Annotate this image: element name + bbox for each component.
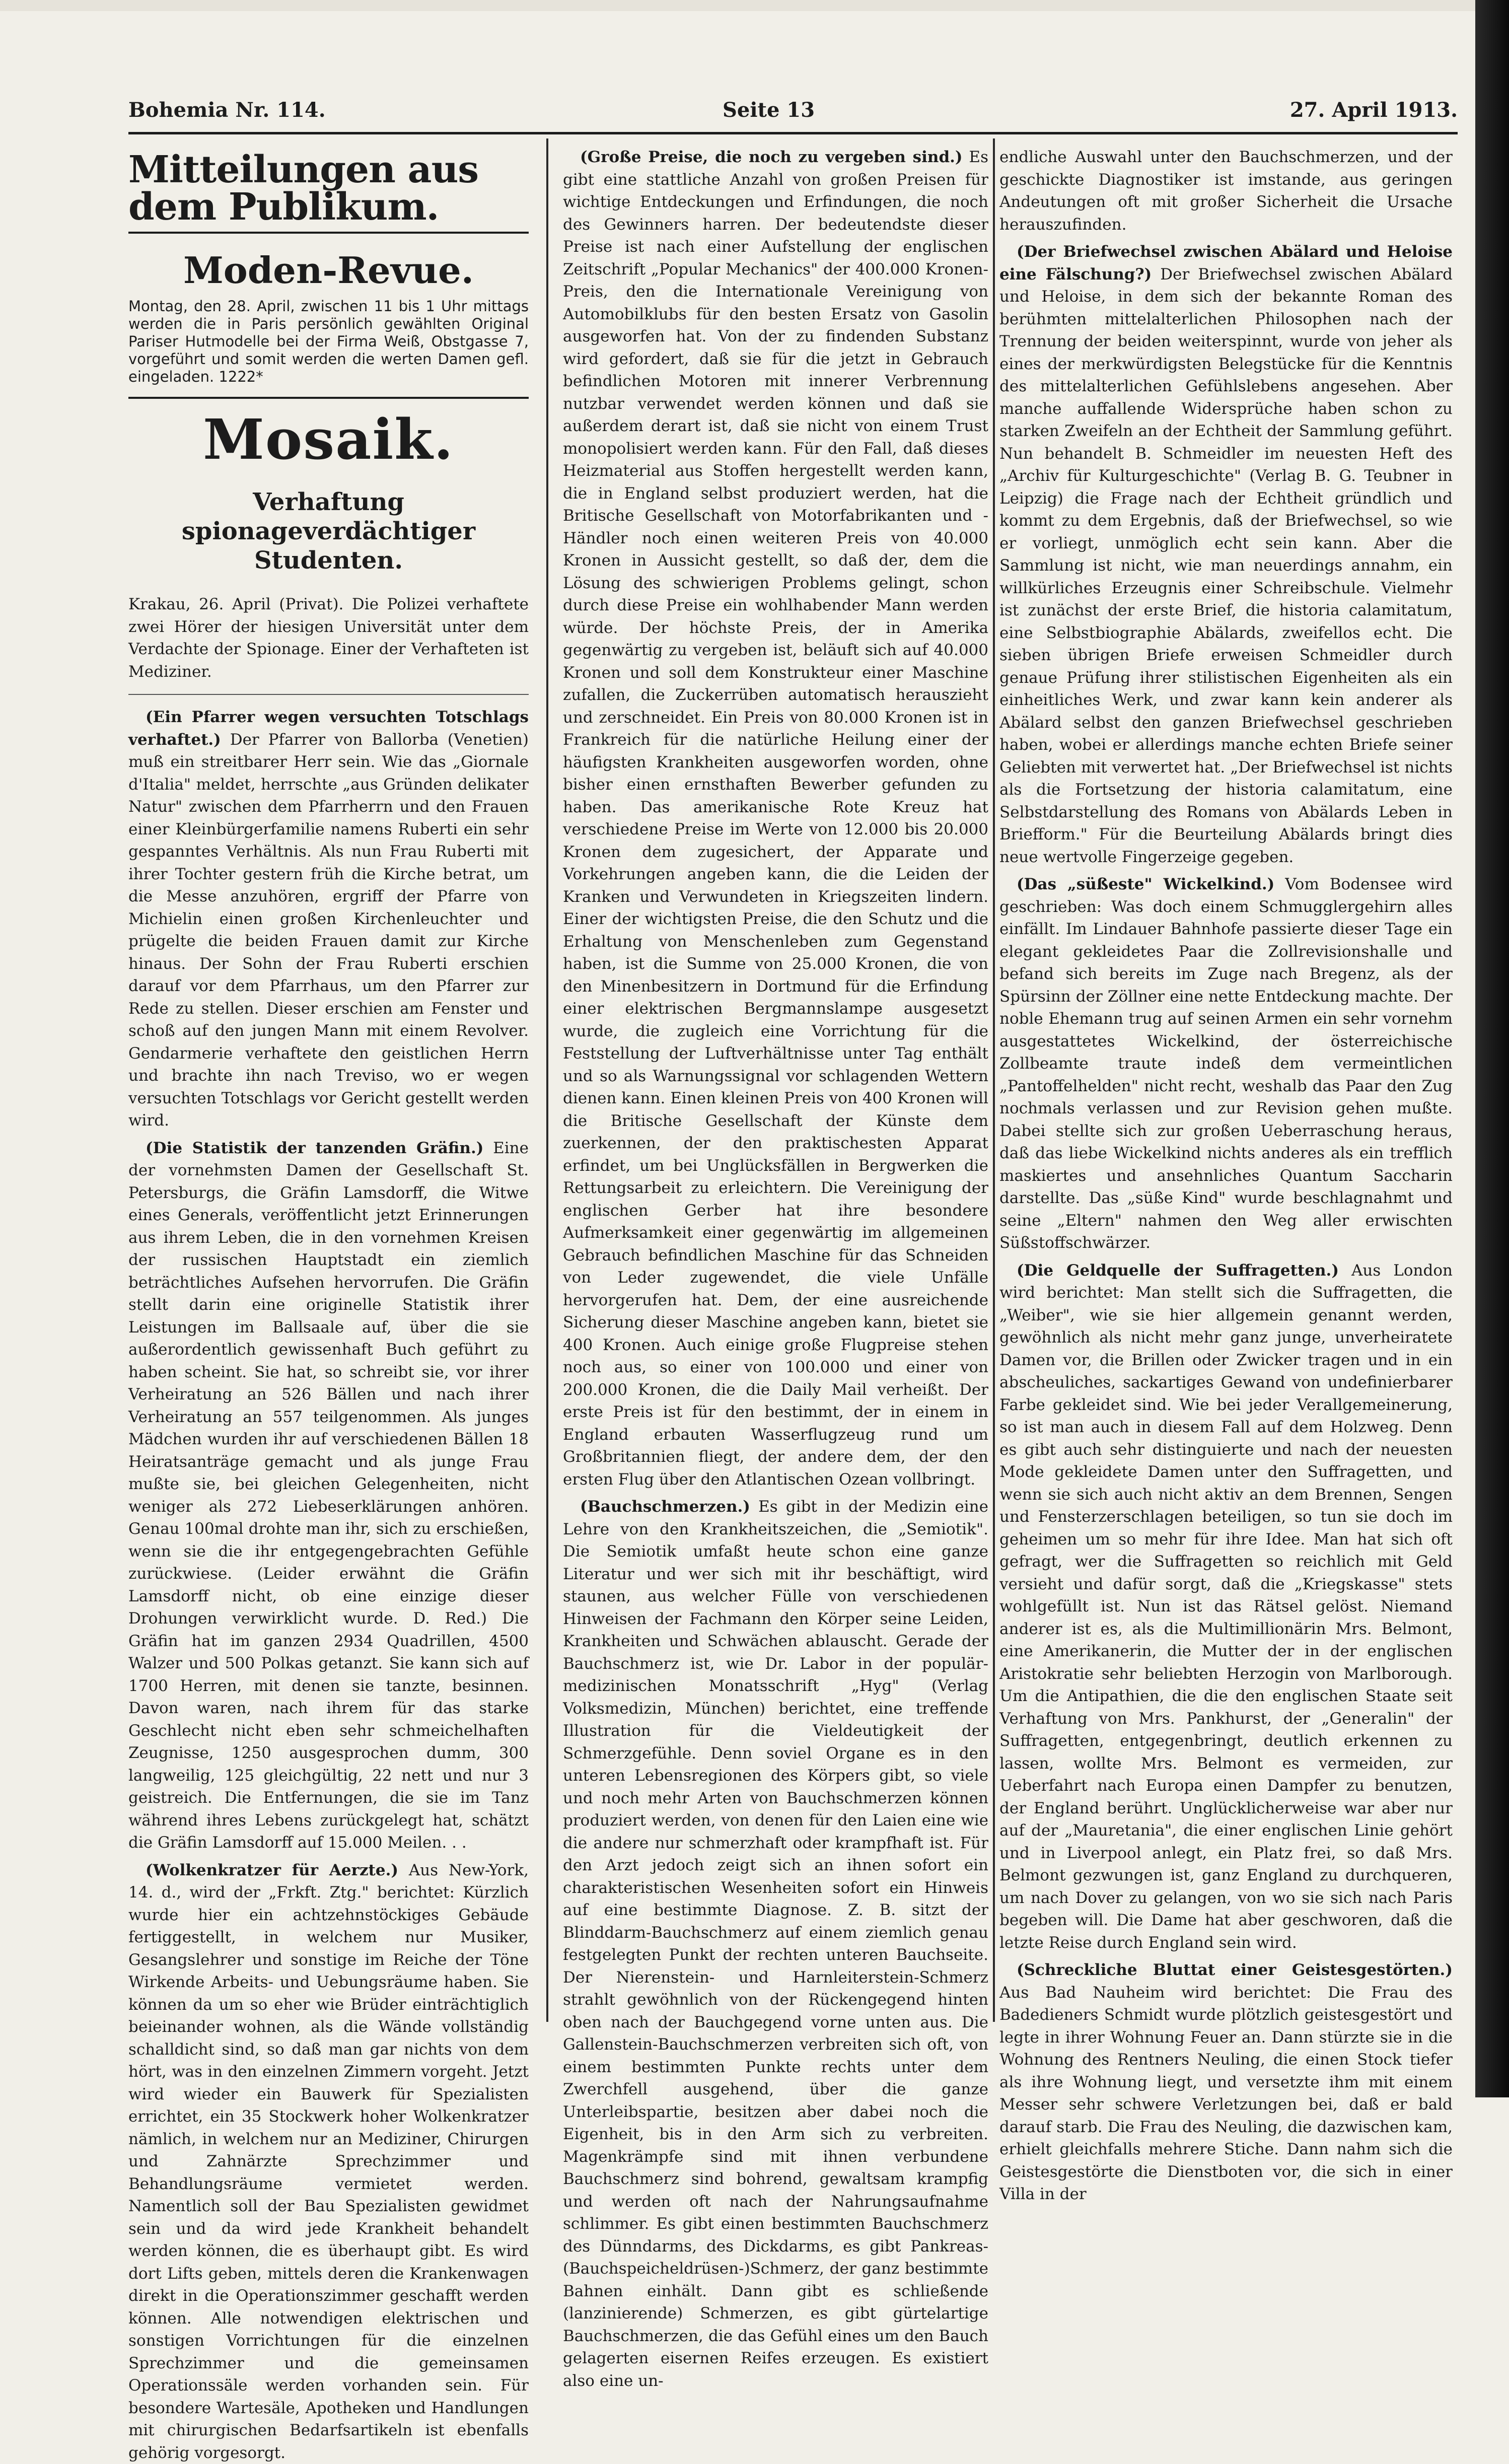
article-paragraph [128,706,529,1132]
article-body: Aus Bad Nauheim wird berichtet: Die Frau des Badedieners Schmidt wurde plötzlich geistesgestört und legte in ihrer Wohnung Feuer an. Dann stürzte sie in die Wohnung des Rentners Neuling, die einen Stock tiefer als ihre Wohnung liegt, und versetzte ihm mit einem Messer sehr schwere Verletzungen bei, daß er bald darauf starb. Die Frau des Neuling, die dazwischen kam, erhielt gleichfalls mehrere Stiche. Dann nahm sich die Geistesgestörte die Dienstboten vor, die sich in einer Villa in der [999,1984,1453,2204]
article-paragraph [999,873,1453,1254]
article-paragraph [128,1137,529,1854]
ad-divider [128,397,529,399]
article-lead: (Bauchschmerzen.) [580,1498,750,1516]
section-title: Mitteilungen aus dem Publikum. [128,151,529,234]
article-lead: (Die Geldquelle der Suffragetten.) [1017,1261,1339,1280]
article-body: Es gibt in der Medizin eine Lehre von den Krankheitszeichen, die „Semiotik". Die Semiotik umfaßt heute schon eine ganze Literatur und wer sich mit ihr beschäftigt, wird staunen, aus welcher Fülle von verschiedenen Hinweisen der Fachmann den Körper seine Leiden, Krankheiten und Schwächen ablauscht. Gerade der Bauchschmerz ist, wie Dr. Labor in der populär-medizinischen Monatsschrift „Hyg" (Verlag Volksmedizin, München) berichtet, eine treffende Illustration für die Vieldeutigkeit der Schmerzgefühle. Denn soviel Organe es in den unteren Lebensregionen des Körpers gibt, so viele und noch mehr Arten von Bauchschmerzen können produziert werden, von denen für den Laien eine wie die andere nur schmerzhaft oder krampfhaft ist. Für den Arzt jedoch zeigt sich an ihnen sofort ein charakteristischen Wesenheiten sofort ein Hinweis auf eine bestimmte Diagnose. Z. B. sitzt der Blinddarm-Bauchschmerz auf einem ziemlich genau festgelegten Punkt der rechten unteren Bauchseite. Der Nierenstein- und Harnleiterstein-Schmerz strahlt gewöhnlich von der Rückengegend hinten oben nach der Bauchgegend vorne unten aus. Die Gallenstein-Bauchschmerzen verbreiten sich oft, von einem bestimmten Punkte rechts unter dem Zwerchfell ausgehend, über die ganze Unterleibspartie, besitzen aber dabei noch die Eigenheit, bis in den Arm sich zu verbreiten. Magenkrämpfe sind mit ihnen verbundene Bauchschmerz sind bohrend, gewaltsam krampfig und werden oft nach der Nahrungsaufnahme schlimmer. Es gibt einen bestimmten Bauchschmerz des Dünndarms, des Dickdarms, es gibt Pankreas- (Bauchspeicheldrüsen-)Schmerz, der ganz bestimmte Bahnen einhält. Dann gibt es schließende (lanzinierende) Schmerzen, es gibt gürtelartige Bauchschmerzen, die das Gefühl eines um den Bauch gelagerten eisernen Reifes erzeugen. Es existiert also eine un- [563,1498,988,2390]
ad-text: Montag, den 28. April, zwischen 11 bis 1 Uhr mittags werden die in Paris persönlich gewählten Original Pariser Hutmodelle bei der Firma Weiß, Obstgasse 7, vorgeführt und somit werden die werten Damen gefl. eingeladen. 1222* [128,298,529,386]
header-issue: Bohemia Nr. 114. [128,98,326,122]
column-divider-2 [993,138,995,2022]
mosaik-heading: Mosaik. [128,412,529,467]
article-paragraph: endliche Auswahl unter den Bauchschmerzen, und der geschickte Diagnostiker ist imstande, aus geringen Andeutungen oft mit großer Sicherheit die Ursache herauszufinden. [999,146,1453,236]
article-paragraph [128,1859,529,2464]
article-lead: (Wolkenkratzer für Aerzte.) [146,1861,398,1879]
article-lead: (Das „süßeste" Wickelkind.) [1017,875,1274,893]
article-body: Der Pfarrer von Ballorba (Venetien) muß ein streitbarer Herr sein. Wie das „Giornale d'Italia" meldet, herrschte „aus Gründen delikater Natur" zwischen dem Pfarrherrn und den Frauen einer Kleinbürgerfamilie namens Ruberti ein sehr gespanntes Verhältnis. Als nun Frau Ruberti mit ihrer Tochter gestern früh die Kirche betrat, um die Messe anzuhören, ergriff der Pfarre von Michielin einen großen Kirchenleuchter und prügelte die beiden Frauen damit zur Kirche hinaus. Der Sohn der Frau Ruberti erschien darauf vor dem Pfarrhaus, um den Pfarrer zur Rede zu stellen. Dieser erschien am Fenster und schoß auf den jungen Mann mit einem Revolver. Gendarmerie verhaftete den geistlichen Herrn und brachte ihn nach Treviso, wo er wegen versuchten Totschlags vor Gericht gestellt werden wird. [128,731,529,1130]
article-lead: (Ein Pfarrer wegen versuchten Totschlags verhaftet.) [128,708,529,749]
page-header [128,98,1458,133]
article-paragraph [999,1259,1453,1954]
article-body: Eine der vornehmsten Damen der Gesellschaft St. Petersburgs, die Gräfin Lamsdorff, die Witwe eines Generals, veröffentlicht jetzt Erinnerungen aus ihrem Leben, die in den vornehmen Kreisen der russischen Hauptstadt ein ziemlich beträchtliches Aufsehen hervorrufen. Die Gräfin stellt darin eine originelle Statistik ihrer Leistungen im Ballsaale auf, über die sie außerordentlich gewissenhaft Buch geführt zu haben scheint. Sie hat, so schreibt sie, vor ihrer Verheiratung an 526 Bällen und nach ihrer Verheiratung an 557 teilgenommen. Als junges Mädchen wurden ihr auf verschiedenen Bällen 18 Heiratsanträge gemacht und als junge Frau mußte sie, bei gleichen Gelegenheiten, nicht weniger als 272 Liebeserklärungen anhören. Genau 100mal drohte man ihr, sich zu erschießen, wenn sie die ihr entgegengebrachten Gefühle zurückwiese. (Leider erwähnt die Gräfin Lamsdorff nicht, ob eine einzige dieser Drohungen verwirklicht wurde. D. Red.) Die Gräfin hat im ganzen 2934 Quadrillen, 4500 Walzer und 500 Polkas getanzt. Sie kann sich auf 1700 Herren, mit denen sie tanzte, besinnen. Davon waren, nach ihrem für das starke Geschlecht nicht eben sehr schmeichelhaften Zeugnisse, 1250 ausgesprochen dumm, 300 langweilig, 125 gleichgültig, 22 nett und nur 3 geistreich. Die Entfernungen, die sie im Tanz während ihres Lebens zurückgelegt hat, schätzt die Gräfin Lamsdorff auf 15.000 Meilen. . . [128,1139,529,1852]
column-1 [128,146,529,2019]
header-date: 27. April 1913. [1290,98,1458,122]
article-lead: (Die Statistik der tanzenden Gräfin.) [146,1139,483,1157]
article-lead: (Schreckliche Bluttat einer Geistesgestörten.) [1017,1961,1453,1979]
header-rule [128,132,1458,134]
article-body: Aus New-York, 14. d., wird der „Frkft. Ztg." berichtet: Kürzlich wurde hier ein achtzehnstöckiges Gebäude fertiggestellt, in welchem nur Musiker, Gesangslehrer und sonstige im Reiche der Töne Wirkende Arbeits- und Uebungsräume haben. Sie können da um so eher wie Brüder einträchtiglich beieinander wohnen, als die Wände vollständig schalldicht sind, so daß man gar nichts von dem hört, was in den einzelnen Zimmern vorgeht. Jetzt wird wieder ein Bauwerk für Spezialisten errichtet, ein 35 Stockwerk hoher Wolkenkratzer nämlich, in welchem nur an Mediziner, Chirurgen und Zahnärzte Sprechzimmer und Behandlungsräume vermietet werden. Namentlich soll der Bau Spezialisten gewidmet sein und da wird jede Krankheit behandelt werden können, die es überhaupt gibt. Es wird dort Lifts geben, mittels deren die Krankenwagen direkt in die Operationszimmer geschafft werden können. Alle notwendigen elektrischen und sonstigen Vorrichtungen für die einzelnen Sprechzimmer und die gemeinsamen Operationssäle werden vorhanden sein. Für besondere Wartesäle, Apotheken und Handlungen mit chirurgischen Bedarfsartikeln ist ebenfalls gehörig vorgesorgt. [128,1861,529,2462]
column-3 [999,146,1453,2019]
article-headline: Verhaftung spionageverdächtiger Studenten. [128,487,529,575]
article-divider [128,694,529,695]
article-body: Der Briefwechsel zwischen Abälard und Heloise, in dem sich der bekannte Roman des berühmten mittelalterlichen Philosophen nach der Trennung der beiden weiterspinnt, wurde von jeher als eines der merkwürdigsten Belegstücke für die Kenntnis des mittelalterlichen Gefühlslebens angesehen. Aber manche auffallende Widersprüche haben schon zu starken Zweifeln an der Echtheit der Sammlung geführt. Nun behandelt B. Schmeidler im neuesten Heft des „Archiv für Kulturgeschichte" (Verlag B. G. Teubner in Leipzig) die Frage nach der Echtheit gründlich und kommt zu dem Ergebnis, daß der Briefwechsel, so wie er vorliegt, unmöglich echt sein kann. Aber die Sammlung ist nicht, wie man neuerdings annahm, ein willkürliches Erzeugnis einer Schreibschule. Vielmehr ist zunächst der erste Brief, die historia calamitatum, eine Selbstbiographie Abälards, zweifellos echt. Die sieben übrigen Briefe erweisen Schmeidler durch genaue Prüfung ihrer stilistischen Eigenheiten als ein einheitliches Werk, und zwar kann kein anderer als Abälard selbst den ganzen Briefwechsel geschrieben haben, wobei er allerdings manche echten Briefe seiner Geliebten mit verwertet hat. „Der Briefwechsel ist nichts als die Fortsetzung der historia calamitatum, eine Selbstdarstellung des Romans von Abälards Leben in Briefform." Für die Beurteilung Abälards bringt dies neue wertvolle Fingerzeige gegeben. [999,265,1453,866]
article-paragraph [999,1959,1453,2206]
page-top-edge [0,0,1509,11]
article-paragraph [563,146,988,1491]
column-2 [563,146,988,2019]
column-divider-1 [546,138,548,2022]
article-paragraph: Krakau, 26. April (Privat). Die Polizei verhaftete zwei Hörer der hiesigen Universität unter dem Verdachte der Spionage. Einer der Verhafteten ist Mediziner. [128,593,529,683]
article-paragraph [999,241,1453,868]
ad-title: Moden-Revue. [128,249,529,292]
article-body: Es gibt eine stattliche Anzahl von großen Preisen für wichtige Entdeckungen und Erfindungen, die noch des Gewinners harren. Der bedeutendste dieser Preise ist nach einer Aufstellung der englischen Zeitschrift „Popular Mechanics" der 400.000 Kronen-Preis, den die Internationale Vereinigung von Automobilklubs für den besten Ersatz von Gasolin ausgeworfen hat. Von der zu findenden Substanz wird gefordert, daß sie für die jetzt in Gebrauch befindlichen Motoren mit innerer Verbrennung nutzbar verwendet werden können und daß sie außerdem derart ist, daß sie nicht von einem Trust monopolisiert werden kann. Für den Fall, daß dieses Heizmaterial aus Stoffen hergestellt werden kann, die in England selbst produziert werden, hat die Britische Gesellschaft von Motorfabrikanten und -Händler noch einen weiteren Preis von 40.000 Kronen in Aussicht gestellt, so daß der, dem die Lösung des schwierigen Problems gelingt, schon durch diese Preise ein wohlhabender Mann werden würde. Der höchste Preis, der in Amerika gegenwärtig zu vergeben ist, beläuft sich auf 40.000 Kronen und soll dem Konstrukteur einer Maschine zufallen, die Zuckerrüben automatisch herauszieht und zerschneidet. Ein Preis von 80.000 Kronen ist in Frankreich für die natürliche Heilung einer der häufigsten Krankheiten ausgeworfen worden, ohne bisher einen ernsthaften Bewerber gefunden zu haben. Das amerikanische Rote Kreuz hat verschiedene Preise im Werte von 12.000 bis 20.000 Kronen dem zugesichert, der Apparate und Vorkehrungen angeben kann, die die Leiden der Kranken und Verwundeten in Kriegszeiten lindern. Einer der wichtigsten Preise, die den Schutz und die Erhaltung von Menschenleben zum Gegenstand haben, ist die Summe von 25.000 Kronen, die von den Minenbesitzern in Dortmund für die Erfindung einer elektrischen Bergmannslampe ausgesetzt wurde, die zugleich eine Vorrichtung für die Feststellung der Luftverhältnisse unter Tag enthält und so als Warnungssignal vor schlagenden Wettern dienen kann. Einen kleinen Preis von 400 Kronen will die Britische Gesellschaft der Künste dem zuerkennen, der den praktischesten Apparat erfindet, um bei Unglücksfällen in Bergwerken die Rettungsarbeit zu erleichtern. Die Vereinigung der englischen Gerber hat ihre besondere Aufmerksamkeit einer gegenwärtig im allgemeinen Gebrauch befindlichen Maschine für das Schneiden von Leder zugewendet, die viele Unfälle hervorgerufen hat. Dem, der eine ausreichende Sicherung dieser Maschine angeben kann, bietet sie 400 Kronen. Auch einige große Flugpreise stehen noch aus, so einer von 100.000 und einer von 200.000 Kronen, die die Daily Mail verheißt. Der erste Preis ist für den bestimmt, der in einem in England erbauten Wasserflugzeug rund um Großbritannien fliegt, der andere dem, der den ersten Flug über den Atlantischen Ozean vollbringt. [563,148,988,1489]
article-lead: (Der Briefwechsel zwischen Abälard und Heloise eine Fälschung?) [999,243,1453,284]
article-body: Aus London wird berichtet: Man stellt sich die Suffragetten, die „Weiber", wie sie hier allgemein genannt werden, gewöhnlich als nicht mehr ganz junge, unverheiratete Damen vor, die Brillen oder Zwicker tragen und in ein abscheuliches, sackartiges Gewand von undefinierbarer Farbe gekleidet sind. Wie bei jeder Verallgemeinerung, so ist man auch in diesem Fall auf dem Holzweg. Denn es gibt auch sehr distinguierte und nach der neuesten Mode gekleidete Damen unter den Suffragetten, und wenn sie sich auch nicht aktiv an dem Brennen, Sengen und Fensterzerschlagen beteiligen, so tun sie doch im geheimen um so mehr für ihre Idee. Man hat sich oft gefragt, wer die Suffragetten so reichlich mit Geld versieht und dafür sorgt, daß die „Kriegskasse" stets wohlgefüllt ist. Nun ist das Rätsel gelöst. Niemand anderer ist es, als die Multimillionärin Mrs. Belmont, eine Amerikanerin, die Mutter der in der englischen Aristokratie sehr beliebten Herzogin von Marlborough. Um die Antipathien, die die den englischen Staate seit Verhaftung von Mrs. Pankhurst, der „Generalin" der Suffragetten, entgegenbringt, deutlich erkennen zu lassen, wollte Mrs. Belmont es vermeiden, zur Ueberfahrt nach Europa einen Dampfer zu benutzen, der England berührt. Unglücklicherweise war aber nur auf der „Mauretania", die einer englischen Linie gehört und in Liverpool anlegt, ein Platz frei, so daß Mrs. Belmont gezwungen ist, ganz England zu durchqueren, um nach Dover zu gelangen, von wo sie sich nach Paris begeben will. Die Dame hat aber geschworen, daß die letzte Reise durch England sein wird. [999,1261,1453,1952]
header-page: Seite 13 [723,98,815,122]
scan-border [1475,0,1509,2097]
article-body: Vom Bodensee wird geschrieben: Was doch einem Schmugglergehirn alles einfällt. Im Lindauer Bahnhofe passierte dieser Tage ein elegant gekleidetes Paar die Zollrevisionshalle und befand sich bereits im Zuge nach Bregenz, als der Spürsinn der Zöllner eine nette Entdeckung machte. Der noble Ehemann trug auf seinen Armen ein sehr vornehm ausgestattetes Wickelkind, der österreichische Zollbeamte traute indeß dem vermeintlichen „Pantoffelhelden" nicht recht, weshalb das Paar den Zug nochmals verlassen und zur Revision gehen mußte. Dabei stellte sich zur großen Ueberraschung heraus, daß das liebe Wickelkind nichts anderes als ein trefflich maskiertes und ansehnliches Quantum Saccharin darstellte. Das „süße Kind" wurde beschlagnahmt und seine „Eltern" nahmen den Weg aller erwischten Süßstoffschwärzer. [999,875,1453,1252]
article-paragraph [563,1496,988,2392]
article-lead: (Große Preise, die noch zu vergeben sind.) [580,148,963,166]
